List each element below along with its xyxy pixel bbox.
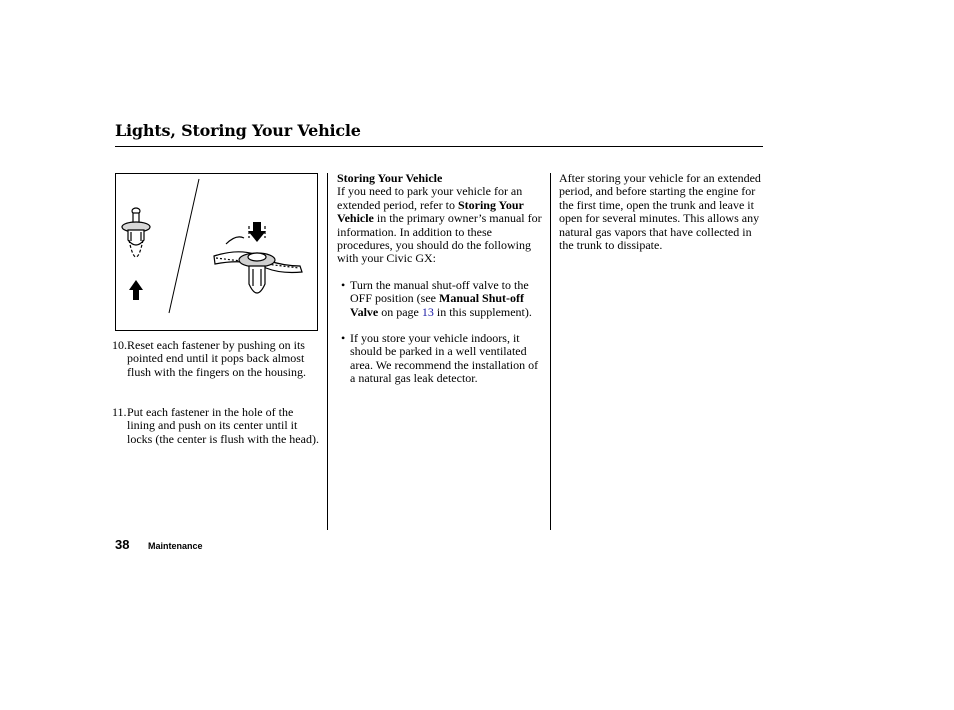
- page-number: 38: [115, 537, 130, 552]
- down-arrow-icon: [248, 222, 266, 242]
- section-name: Maintenance: [148, 541, 203, 551]
- fastener-illustration: [115, 173, 318, 331]
- column-divider-right: [550, 173, 551, 530]
- step-10: [112, 339, 324, 379]
- fastener-left: [122, 208, 150, 257]
- after-storing-column: [559, 172, 764, 252]
- step-text: Reset each fastener by pushing on its pointed end until it pops back almost flush with the fingers on the housing.: [127, 338, 306, 379]
- storing-intro: If you need to park your vehicle for an extended period, refer to Storing Your Vehicle in the primary owner’s manual for information. In addition to these procedures, you should do the following with your Civic GX:: [337, 184, 542, 266]
- fastener-diagram-svg: [116, 174, 317, 330]
- manual-shutoff-reference: Manual Shut-off Valve: [350, 291, 525, 319]
- bullet-shutoff-valve: • Turn the manual shut-off valve to the OFF position (see Manual Shut-off Valve on page 13 in this supplement).: [341, 277, 532, 319]
- page-title: Lights, Storing Your Vehicle: [115, 121, 361, 140]
- storing-heading: Storing Your Vehicle: [337, 171, 443, 185]
- title-rule: [115, 146, 763, 147]
- storing-column: [337, 172, 543, 386]
- after-storing-text: After storing your vehicle for an extended period, and before starting the engine for the first time, open the trunk and leave it open for several minutes. This allows any natural gas vapors that have collected in the trunk to dissipate.: [559, 171, 761, 253]
- up-arrow-icon: [129, 280, 143, 300]
- step-text: Put each fastener in the hole of the lining and push on its center until it locks (the center is flush with the head).: [127, 405, 319, 446]
- page-13-link[interactable]: 13: [421, 304, 434, 319]
- storing-reference: Storing Your Vehicle: [337, 197, 524, 226]
- step-number: 10.: [112, 338, 127, 352]
- step-11: [112, 406, 324, 446]
- step-number: 11.: [112, 405, 127, 419]
- bullet-indoor-storage: [337, 332, 543, 386]
- bullet-text: If you store your vehicle indoors, it should be parked in a well ventilated area. We recommend the installation of a natural gas leak detector.: [350, 331, 539, 386]
- bullet-dot: •: [341, 331, 346, 346]
- column-divider-left: [327, 173, 328, 530]
- bullet-dot: •: [341, 277, 346, 292]
